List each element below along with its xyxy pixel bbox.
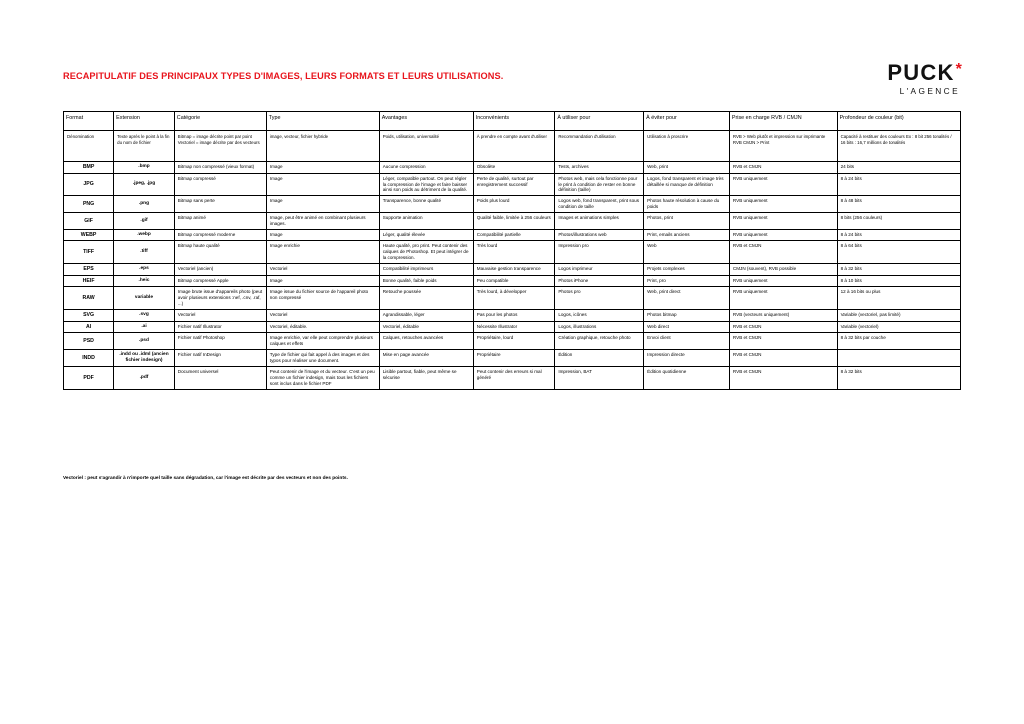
format-cell: PDF: [64, 367, 114, 390]
format-cell: PSD: [64, 333, 114, 350]
col-header-extension: Extension: [114, 112, 175, 131]
prise-en-charge-cell: RVB uniquement: [729, 229, 837, 241]
categorie-cell: Document universel: [174, 367, 266, 390]
extension-cell: .psd: [114, 333, 175, 350]
inconvenients-cell: Qualité faible, limitée à 256 couleurs: [473, 213, 555, 230]
inconvenients-cell: Très lourd: [473, 241, 555, 264]
table-row: [64, 367, 961, 390]
prise-en-charge-cell: RVB et CMJN: [729, 350, 837, 367]
table-row: [64, 275, 961, 287]
subheader-eviter-pour: Utilisation à proscrire: [644, 131, 730, 162]
eviter-pour-cell: Impression directe: [644, 350, 730, 367]
categorie-cell: Bitmap compressé: [174, 173, 266, 196]
inconvenients-cell: Mauvaise gestion transparence: [473, 264, 555, 276]
extension-cell: .ai: [114, 321, 175, 333]
page-title: RECAPITULATIF DES PRINCIPAUX TYPES D'IMAGES, LEURS FORMATS ET LEURS UTILISATIONS.: [63, 71, 504, 81]
avantages-cell: Vectoriel, éditable: [379, 321, 473, 333]
subheader-extension: Texte après le point à la fin du nom de fichier: [114, 131, 175, 162]
eviter-pour-cell: Web: [644, 241, 730, 264]
inconvenients-cell: Propriétaire: [473, 350, 555, 367]
prise-en-charge-cell: RVB uniquement: [729, 287, 837, 310]
profondeur-cell: 8 à 32 bits par couche: [837, 333, 960, 350]
extension-cell: .svg: [114, 310, 175, 322]
table-row: [64, 173, 961, 196]
logo-tagline: L'AGENCE: [899, 86, 960, 96]
table-row: [64, 333, 961, 350]
utiliser-pour-cell: Images et animations simples: [555, 213, 644, 230]
extension-cell: .pdf: [114, 367, 175, 390]
categorie-cell: Bitmap non compressé (vieux format): [174, 162, 266, 174]
subheader-utiliser-pour: Recommandation d'utilisation: [555, 131, 644, 162]
format-cell: EPS: [64, 264, 114, 276]
categorie-cell: Fichier natif Photoshop: [174, 333, 266, 350]
inconvenients-cell: Peut contenir des erreurs si mal généré: [473, 367, 555, 390]
table-row: [64, 350, 961, 367]
extension-cell: .gif: [114, 213, 175, 230]
type-cell: Image: [266, 196, 379, 213]
avantages-cell: Léger, qualité élevée: [379, 229, 473, 241]
table-row: [64, 310, 961, 322]
utiliser-pour-cell: Logos, illustrations: [555, 321, 644, 333]
utiliser-pour-cell: Photos/illustrations web: [555, 229, 644, 241]
eviter-pour-cell: Logos, fond transparent et image très détaillée si manque de définition: [644, 173, 730, 196]
prise-en-charge-cell: RVB uniquement: [729, 275, 837, 287]
format-cell: SVG: [64, 310, 114, 322]
inconvenients-cell: Peu compatible: [473, 275, 555, 287]
prise-en-charge-cell: RVB uniquement: [729, 196, 837, 213]
extension-cell: .png: [114, 196, 175, 213]
footnote: Vectoriel : peut s'agrandir à n'importe quel taille sans dégradation, car l'image est décrite par des vecteurs et non des points.: [63, 476, 348, 481]
profondeur-cell: [837, 350, 960, 367]
profondeur-cell: 8 à 32 bits: [837, 367, 960, 390]
prise-en-charge-cell: RVB et CMJN: [729, 321, 837, 333]
col-header-format: Format: [64, 112, 114, 131]
col-header-utiliser-pour: À utiliser pour: [555, 112, 644, 131]
col-header-categorie: Catégorie: [174, 112, 266, 131]
extension-cell: .eps: [114, 264, 175, 276]
inconvenients-cell: Très lourd, à développer: [473, 287, 555, 310]
extension-cell: .jpeg, .jpg: [114, 173, 175, 196]
type-cell: Image: [266, 275, 379, 287]
utiliser-pour-cell: Impression pro: [555, 241, 644, 264]
format-cell: WEBP: [64, 229, 114, 241]
inconvenients-cell: Nécessite Illustrator: [473, 321, 555, 333]
table-row: [64, 196, 961, 213]
format-cell: BMP: [64, 162, 114, 174]
format-cell: GIF: [64, 213, 114, 230]
subheader-avantages: Poids, utilisation, universalité: [379, 131, 473, 162]
avantages-cell: Léger, compatible partout. On peut régler la compression de l'image et faire baisser ainsi son poids au détriment de la qualité.: [379, 173, 473, 196]
prise-en-charge-cell: RVB et CMJN: [729, 367, 837, 390]
type-cell: Image: [266, 173, 379, 196]
avantages-cell: Aucune compression: [379, 162, 473, 174]
avantages-cell: Agrandissable, léger: [379, 310, 473, 322]
categorie-cell: Bitmap compressé moderne: [174, 229, 266, 241]
format-cell: INDD: [64, 350, 114, 367]
profondeur-cell: 12 à 16 bits ou plus: [837, 287, 960, 310]
col-header-type: Type: [266, 112, 379, 131]
type-cell: Image enrichie: [266, 241, 379, 264]
eviter-pour-cell: Projets complexes: [644, 264, 730, 276]
inconvenients-cell: Propriétaire, lourd: [473, 333, 555, 350]
extension-cell: .tiff: [114, 241, 175, 264]
subheader-denomination: Dénomination: [64, 131, 114, 162]
format-cell: JPG: [64, 173, 114, 196]
extension-cell: .indd ou .idml (ancien fichier indesign): [114, 350, 175, 367]
inconvenients-cell: Perte de qualité, surtout par enregistrement successif: [473, 173, 555, 196]
col-header-avantages: Avantages: [379, 112, 473, 131]
table-row: [64, 287, 961, 310]
type-cell: Vectoriel: [266, 264, 379, 276]
type-cell: Vectoriel, éditable.: [266, 321, 379, 333]
table-body: [64, 162, 961, 390]
avantages-cell: Supporte animation: [379, 213, 473, 230]
profondeur-cell: 8 à 10 bits: [837, 275, 960, 287]
utiliser-pour-cell: Photos web, mais cela fonctionne pour le print à condition de rester en bonne définition (taille): [555, 173, 644, 196]
type-cell: Image: [266, 162, 379, 174]
avantages-cell: Compatibilité imprimeurs: [379, 264, 473, 276]
profondeur-cell: 8 à 24 bits: [837, 173, 960, 196]
categorie-cell: Fichier natif Illustrator: [174, 321, 266, 333]
utiliser-pour-cell: Édition: [555, 350, 644, 367]
inconvenients-cell: Compatibilité partielle: [473, 229, 555, 241]
col-header-prise-en-charge: Prise en charge RVB / CMJN: [729, 112, 837, 131]
utiliser-pour-cell: Tests, archives: [555, 162, 644, 174]
table-row: [64, 241, 961, 264]
prise-en-charge-cell: RVB (vecteurs uniquement): [729, 310, 837, 322]
logo: [887, 62, 962, 95]
categorie-cell: Bitmap compressé Apple: [174, 275, 266, 287]
formats-table: [63, 111, 961, 390]
prise-en-charge-cell: RVB et CMJN: [729, 241, 837, 264]
profondeur-cell: Variable (vectoriel, pas limité): [837, 310, 960, 322]
eviter-pour-cell: Édition quotidienne: [644, 367, 730, 390]
table-row: [64, 321, 961, 333]
categorie-cell: Vectoriel (ancien): [174, 264, 266, 276]
avantages-cell: Haute qualité, pro print. Peut contenir des calques de Photoshop. Et peut intégrer de la compression.: [379, 241, 473, 264]
type-cell: Type de fichier qui fait appel à des images et des typos pour réaliser une document.: [266, 350, 379, 367]
avantages-cell: Lisible partout, fiable, peut même se sécurise: [379, 367, 473, 390]
prise-en-charge-cell: RVB uniquement: [729, 213, 837, 230]
utiliser-pour-cell: Photos iPhone: [555, 275, 644, 287]
categorie-cell: Bitmap haute qualité: [174, 241, 266, 264]
format-cell: PNG: [64, 196, 114, 213]
avantages-cell: Calques, retouches avancées: [379, 333, 473, 350]
avantages-cell: Transparence, bonne qualité: [379, 196, 473, 213]
logo-star-icon: *: [955, 61, 963, 78]
utiliser-pour-cell: Logos imprimeur: [555, 264, 644, 276]
col-header-inconvenients: Inconvénients: [473, 112, 555, 131]
eviter-pour-cell: Photos bitmap: [644, 310, 730, 322]
type-cell: Image, peut être animé en combinant plusieurs images.: [266, 213, 379, 230]
type-cell: Peut contenir de l'image et du vecteur. C'est un peu comme un fichier indesign, mais tous les fichiers sont inclus dans le fichier PDF: [266, 367, 379, 390]
format-cell: RAW: [64, 287, 114, 310]
inconvenients-cell: Pas pour les photos: [473, 310, 555, 322]
prise-en-charge-cell: RVB uniquement: [729, 173, 837, 196]
table-header: [64, 112, 961, 162]
avantages-cell: Bonne qualité, faible poids: [379, 275, 473, 287]
profondeur-cell: 8 à 32 bits: [837, 264, 960, 276]
prise-en-charge-cell: RVB et CMJN: [729, 333, 837, 350]
utiliser-pour-cell: Photos pro: [555, 287, 644, 310]
type-cell: Image: [266, 229, 379, 241]
eviter-pour-cell: Web, print: [644, 162, 730, 174]
eviter-pour-cell: Photos haute résolution à cause du poids: [644, 196, 730, 213]
format-cell: AI: [64, 321, 114, 333]
subheader-prise-en-charge: RVB > Web plutôt et impression sur imprimante RVB CMJN > Print: [729, 131, 837, 162]
table-row: [64, 229, 961, 241]
categorie-cell: Image brute issue d'appareils photo (peut avoir plusieurs extensions :nef, .cnv, .raf, ...): [174, 287, 266, 310]
utiliser-pour-cell: Impression, BAT: [555, 367, 644, 390]
logo-wordmark: [887, 62, 962, 84]
profondeur-cell: Variable (vectoriel): [837, 321, 960, 333]
subheader-inconvenients: À prendre en compte avant d'utiliser: [473, 131, 555, 162]
subheader-categorie: Bitmap = image décrite point par point Vectoriel = image décrite par des vecteurs: [174, 131, 266, 162]
prise-en-charge-cell: CMJN (souvent), RVB possible: [729, 264, 837, 276]
avantages-cell: Retouche poussée: [379, 287, 473, 310]
inconvenients-cell: Poids plus lourd: [473, 196, 555, 213]
type-cell: Image enrichie, var elle peut comprendre plusieurs calques et effets: [266, 333, 379, 350]
categorie-cell: Vectoriel: [174, 310, 266, 322]
eviter-pour-cell: Web, print direct: [644, 287, 730, 310]
inconvenients-cell: Obsolète: [473, 162, 555, 174]
format-cell: TIFF: [64, 241, 114, 264]
table-row: [64, 162, 961, 174]
logo-name: PUCK: [887, 60, 955, 85]
prise-en-charge-cell: RVB et CMJN: [729, 162, 837, 174]
table-row: [64, 264, 961, 276]
categorie-cell: Fichier natif InDesign: [174, 350, 266, 367]
col-header-eviter-pour: À éviter pour: [644, 112, 730, 131]
header-row-secondary: [64, 131, 961, 162]
extension-cell: .webp: [114, 229, 175, 241]
avantages-cell: Mise en page avancée: [379, 350, 473, 367]
categorie-cell: Bitmap animé: [174, 213, 266, 230]
table-row: [64, 213, 961, 230]
extension-cell: variable: [114, 287, 175, 310]
eviter-pour-cell: Print, emails anciens: [644, 229, 730, 241]
subheader-type: image, vecteur, fichier hybride: [266, 131, 379, 162]
profondeur-cell: 8 à 48 bits: [837, 196, 960, 213]
profondeur-cell: 8 à 24 bits: [837, 229, 960, 241]
profondeur-cell: 8 bits (256 couleurs): [837, 213, 960, 230]
eviter-pour-cell: Envoi client: [644, 333, 730, 350]
subheader-profondeur: Capacité à restituer des couleurs Ex : 8 bit 256 tonalités / 16 bits : 16,7 millions de tonalités: [837, 131, 960, 162]
utiliser-pour-cell: Logos web, fond transparent, print sous condition de taille: [555, 196, 644, 213]
eviter-pour-cell: Photos, print: [644, 213, 730, 230]
utiliser-pour-cell: Logos, icônes: [555, 310, 644, 322]
utiliser-pour-cell: Création graphique, retouche photo: [555, 333, 644, 350]
col-header-profondeur: Profondeur de couleur (bit): [837, 112, 960, 131]
type-cell: Image issue du fichier source de l'appareil photo non compressé: [266, 287, 379, 310]
eviter-pour-cell: Print, pro: [644, 275, 730, 287]
profondeur-cell: 24 bits: [837, 162, 960, 174]
type-cell: Vectoriel: [266, 310, 379, 322]
extension-cell: .bmp: [114, 162, 175, 174]
format-cell: HEIF: [64, 275, 114, 287]
profondeur-cell: 8 à 64 bits: [837, 241, 960, 264]
eviter-pour-cell: Web direct: [644, 321, 730, 333]
extension-cell: .heic: [114, 275, 175, 287]
categorie-cell: Bitmap sans perte: [174, 196, 266, 213]
header-row-primary: [64, 112, 961, 131]
